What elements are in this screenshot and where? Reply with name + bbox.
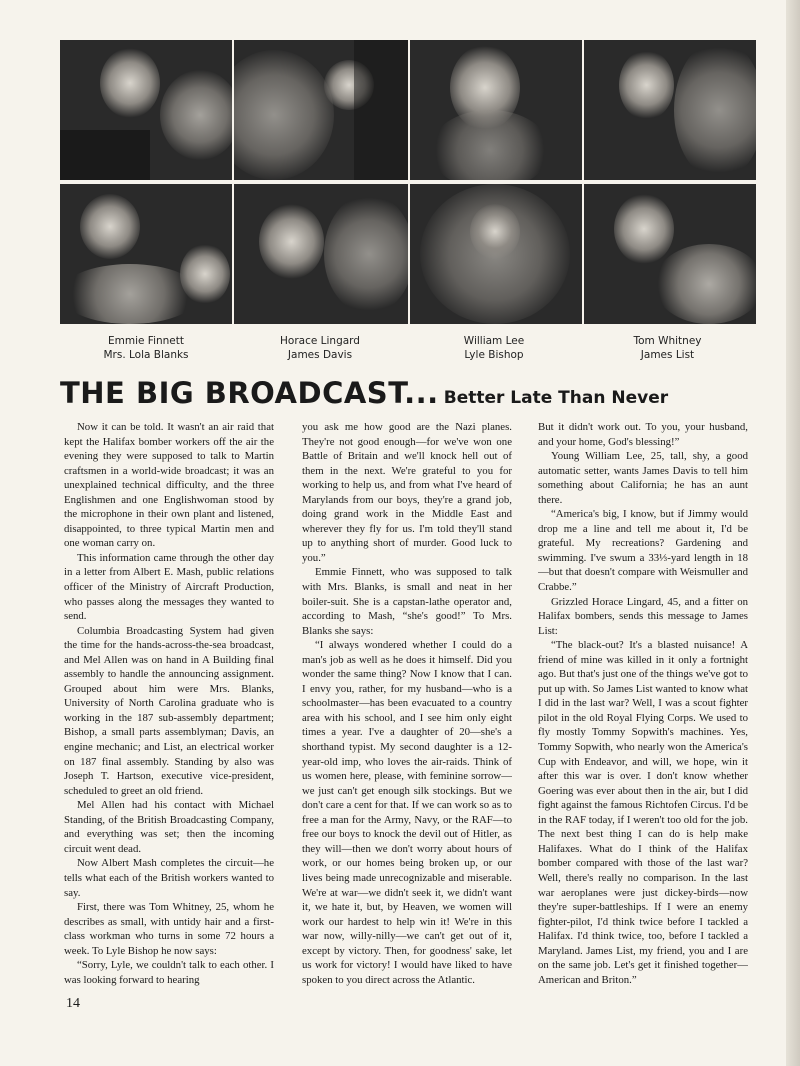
text-column-2: [302, 420, 512, 1010]
text-column-1: [64, 420, 274, 1010]
paragraph: Now Albert Mash completes the circuit—he tells what each of the British workers wanted to say.: [64, 857, 274, 899]
photo-man-in-fuselage-frame: [410, 184, 582, 324]
caption-name: Lyle Bishop: [464, 349, 524, 361]
headline-title: THE BIG BROADCAST: [60, 376, 405, 410]
page-number: 14: [66, 996, 80, 1011]
paragraph: “The black-out? It's a blasted nuisance! A friend of mine was killed in it only a fortnight ago. But that's just one of the things we've got to put up with. So James List wanted to know what I did in the last war? Well, I was a scout fighter pilot in the old Royal Flying Corps. We used to fly mostly Tommy Sopwith's machines. Yes, Tommy Sopwith, who nearly won the America's Cup with Endeavor, and will, we hope, win it after this war is over. I don't know whether Goering was ever about then in the air, but I did fight against the famous Richtofen Circus. I'd be in the RAF today, if I weren't too old for the job. The next best thing I can do is help make Halifaxes. What do I think of the Halifax bomber compared with those of the last war? Well, there's really no comparison. In the last war aeroplanes were just dickey-birds—now they're super-battleships. If I were an enemy fighter-pilot, I'd think twice before I tackled a Halifax. I'd think twice, too, before I tackled a Maryland. James List, my friend, you and I are on the same job. Let's get it finished together—American and Briton.”: [538, 639, 748, 986]
photo-smiling-worker: [410, 40, 582, 180]
paragraph: Young William Lee, 25, tall, shy, a good automatic setter, wants James Davis to tell him something about California; he has an aunt there.: [538, 450, 748, 506]
photo-captions: [60, 334, 755, 368]
caption-name: William Lee: [463, 335, 525, 347]
photo-bomber-fuselage: [234, 40, 408, 180]
paragraph: Mel Allen had his contact with Michael Standing, of the British Broadcasting Company, and everything was set; then the incoming circuit went dead.: [64, 799, 274, 855]
text-column-3: [538, 420, 748, 1010]
photo-women-at-workbench: [60, 184, 232, 324]
photo-man-with-wiring: [234, 184, 408, 324]
caption-name: Horace Lingard: [280, 335, 360, 347]
paragraph: Now it can be told. It wasn't an air raid that kept the Halifax bomber workers off the air the evening they were supposed to talk to Martin craftsmen in a world-wide broadcast; it was an unexplained technical difficulty, and the three Englishmen and one Englishwoman stood by the microphone in their own plant and listened, disappointed, to three typical Martin men and one woman carry on.: [64, 421, 274, 550]
paragraph: Columbia Broadcasting System had given the time for the hands-across-the-sea broadcast, and Mel Allen was on hand in A Building final assembly to handle the announcing assignment. Grouped about him were Mrs. Blanks, University of North Carolina graduate who is working in the 187 sub-assembly department; Bishop, a small parts assemblyman; Davis, an engine mechanic; and List, an electrical worker on 187 final assembly. Standing by also was Joseph T. Hartson, executive vice-president, scheduled to greet an old friend.: [64, 624, 274, 797]
paragraph: “Sorry, Lyle, we couldn't talk to each other. I was looking forward to hearing: [64, 959, 274, 986]
paragraph: “America's big, I know, but if Jimmy would drop me a line and tell me about it, I'd be grateful. My recreations? Gardening and swimming. I've swum a 33⅓-yard length in 18—but that doesn't compare with Weismuller and Crabbe.”: [538, 508, 748, 594]
paragraph: “I always wondered whether I could do a man's job as well as he does it himself. Did you wonder the same thing? Now I know that I can. I envy you, rather, for my husband—who is a schoolmaster—has been evacuated to a country area with his school, and I see him only eight times a year. I've a daughter of 20—she's a shorthand typist. My second daughter is a 12-year-old imp, who loves the air-raids. Think of us women here, please, with feminine sorrow—we just can't get enough silk stockings. But we don't care a cent for that. If we can work so as to free a man for the Army, Navy, or the RAF—to free our boys to knock the devil out of Hitler, as they will—then we don't worry about hours of work, or our homes being broken up, or our lives being made unrecognizable and miserable. We're at war—we didn't seek it, we didn't want it, we hate it, but, by Heaven, we women will work our hardest to help win it! We're in this war now, willy-nilly—we can't get out of it, except by victory. Then, for goodness' sake, let us work for victory! I would have liked to have spoken to you direct across the Atlantic.: [302, 639, 512, 986]
caption-column-3: [408, 334, 580, 368]
photo-worker-at-panel: [584, 40, 756, 180]
caption-column-4: [580, 334, 755, 368]
photo-electrician-with-cables: [584, 184, 756, 324]
caption-name: Emmie Finnett: [107, 335, 184, 347]
article-headline: [60, 376, 760, 416]
paragraph: Emmie Finnett, who was supposed to talk with Mrs. Blanks, is small and neat in her boiler-suit. She is a capstan-lathe operator and, according to Mash, “she's good!” To Mrs. Blanks she says:: [302, 566, 512, 637]
caption-column-1: [60, 334, 232, 368]
page-edge: [786, 0, 800, 1066]
caption-name: James Davis: [287, 349, 353, 361]
paragraph: you ask me how good are the Nazi planes. They're not good enough—for we've won one Battle of Britain and we'll knock hell out of them in the next. We're grateful to you for working to help us, and from what I've heard of Marylands from our boys, they're a grand job, doing grand work in the Middle East and wherever they fly for us. I'm told they'll stand up to anything short of murder. Good luck to you.”: [302, 421, 512, 564]
paragraph: Grizzled Horace Lingard, 45, and a fitter on Halifax bombers, sends this message to James List:: [538, 595, 748, 637]
caption-name: Tom Whitney: [633, 335, 702, 347]
paragraph: This information came through the other day in a letter from Albert E. Mash, public relations officer of the Ministry of Aircraft Production, who passes along the messages they wanted to send.: [64, 551, 274, 623]
paragraph: First, there was Tom Whitney, 25, whom he describes as small, with untidy hair and a first-class workman who turns in some 72 hours a week. To Lyle Bishop he now says:: [64, 901, 274, 957]
paragraph: But it didn't work out. To you, your husband, and your home, God's blessing!”: [538, 421, 748, 448]
headline-ellipsis: ...: [404, 376, 439, 410]
headline-subtitle: Better Late Than Never: [443, 388, 669, 408]
caption-name: James List: [640, 349, 695, 361]
caption-name: Mrs. Lola Blanks: [103, 349, 189, 361]
caption-column-2: [232, 334, 408, 368]
photo-grid: [60, 40, 755, 326]
photo-woman-at-lathe: [60, 40, 232, 180]
